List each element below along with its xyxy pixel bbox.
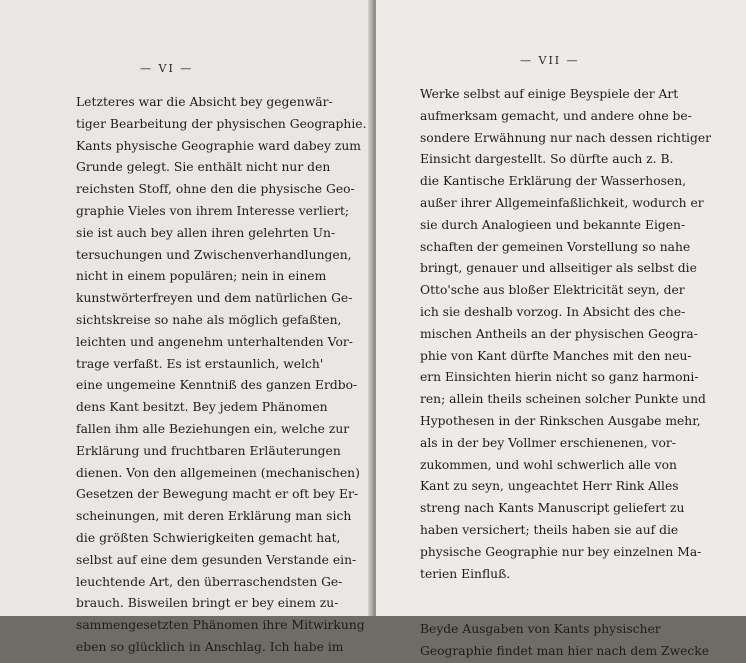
text-line: Geographie findet man hier nach dem Zwecke (420, 644, 710, 659)
text-line: sie ist auch bey allen ihren gelehrten Un- (76, 225, 336, 240)
text-line: Werke selbst auf einige Beyspiele der Art (420, 87, 679, 101)
text-line: mischen Antheils an der physischen Geogra- (420, 326, 698, 341)
body-text (420, 84, 712, 663)
text-line: terien Einfluß. (420, 566, 511, 581)
text-line: zukommen, und wohl schwerlich alle von (420, 457, 677, 472)
text-line: phie von Kant dürfte Manches mit den neu- (420, 348, 692, 363)
text-line: ich sie deshalb vorzog. In Absicht des che- (420, 304, 686, 319)
text-line: aufmerksam gemacht, und andere ohne be- (420, 108, 692, 123)
paragraph-gap (420, 585, 696, 619)
text-line: fallen ihm alle Beziehungen ein, welche zur (76, 421, 350, 436)
text-line: haben versichert; theils haben sie auf die (420, 522, 679, 537)
text-line: Letzteres war die Absicht bey gegenwär- (76, 95, 333, 109)
text-line: Grunde gelegt. Sie enthält nicht nur den (76, 160, 331, 175)
text-line: Otto'sche aus bloßer Elektricität seyn, der (420, 283, 685, 298)
text-line: leuchtende Art, den überraschendsten Ge- (76, 574, 343, 589)
text-line: als in der bey Vollmer erschienenen, vor- (420, 435, 676, 450)
text-line: tiger Bearbeitung der physischen Geographie. (76, 116, 367, 131)
page-number: — VII — (520, 54, 580, 67)
text-line: eben so glücklich in Anschlag. Ich habe im (76, 639, 344, 654)
text-line: trage verfaßt. Es ist erstaunlich, welch' (76, 356, 324, 371)
text-line: leichten und angenehm unterhaltenden Vor- (76, 334, 353, 349)
text-line: nicht in einem populären; nein in einem (76, 269, 327, 284)
text-line: kunstwörterfreyen und dem natürlichen Ge- (76, 291, 353, 306)
text-line: tersuchungen und Zwischenverhandlungen, (76, 247, 352, 262)
text-line: brauch. Bisweilen bringt er bey einem zu- (76, 596, 339, 611)
text-line: sammengesetzten Phänomen ihre Mitwirkung (76, 618, 365, 633)
text-line: Beyde Ausgaben von Kants physischer (420, 622, 661, 637)
text-line: schaften der gemeinen Vorstellung so nahe (420, 239, 691, 254)
text-line: sichtskreise so nahe als möglich gefaßten, (76, 312, 342, 327)
text-line: Gesetzen der Bewegung macht er oft bey Er- (76, 487, 359, 502)
text-line: Kant zu seyn, ungeachtet Herr Rink Alles (420, 479, 679, 494)
text-line: sie durch Analogieen und bekannte Eigen- (420, 217, 686, 232)
text-line: selbst auf eine dem gesunden Verstande ein- (76, 552, 357, 567)
text-line: physische Geographie nur bey einzelnen Ma- (420, 544, 702, 559)
text-line: dienen. Von den allgemeinen (mechanischen) (76, 465, 360, 480)
text-line: reichsten Stoff, ohne den die physische Geo- (76, 182, 355, 197)
text-line: Einsicht dargestellt. So dürfte auch z. B. (420, 152, 674, 167)
text-line: die größten Schwierigkeiten gemacht hat, (76, 530, 341, 545)
text-line: Kants physische Geographie ward dabey zum (76, 138, 361, 153)
text-line: Hypothesen in der Rinkschen Ausgabe mehr, (420, 413, 701, 428)
text-line: sondere Erwähnung nur nach dessen richtiger (420, 130, 712, 145)
text-line: ern Einsichten hierin nicht so ganz harmoni- (420, 370, 699, 385)
text-line: die Kantische Erklärung der Wasserhosen, (420, 174, 687, 189)
text-line: Erklärung und fruchtbaren Erläuterungen (76, 443, 341, 458)
text-line: scheinungen, mit deren Erklärung man sich (76, 509, 352, 524)
text-line: bringt, genauer und allseitiger als selbst die (420, 261, 697, 276)
text-line: streng nach Kants Manuscript geliefert zu (420, 501, 685, 516)
text-line: dens Kant besitzt. Bey jedem Phänomen (76, 400, 328, 415)
page-number: — VI — (140, 62, 194, 75)
text-line: graphie Vieles von ihrem Interesse verliert; (76, 203, 350, 218)
text-line: ren; allein theils scheinen solcher Punkte und (420, 392, 706, 407)
text-line: außer ihrer Allgemeinfaßlichkeit, wodurch er (420, 195, 704, 210)
text-line: eine ungemeine Kenntniß des ganzen Erdbo- (76, 378, 358, 393)
